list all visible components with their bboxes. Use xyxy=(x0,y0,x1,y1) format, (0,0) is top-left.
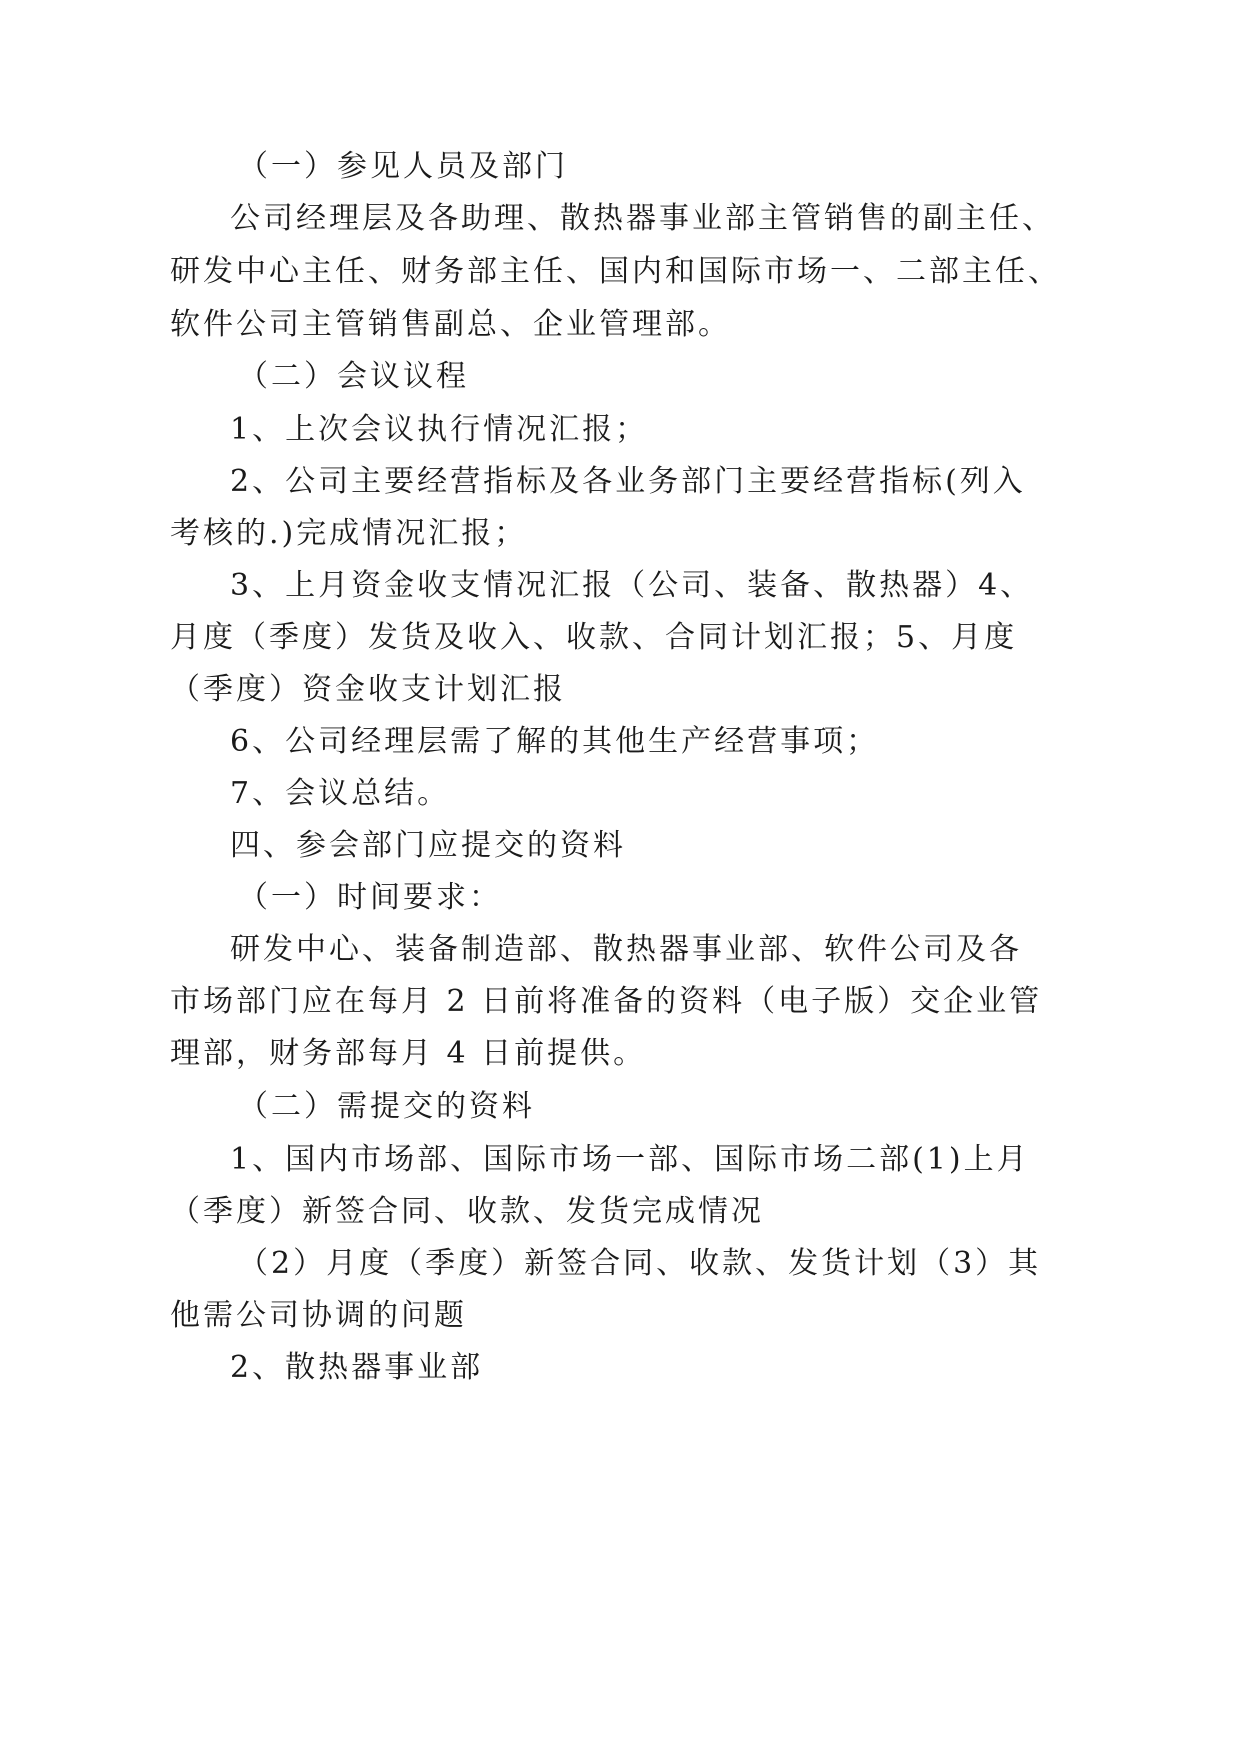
material-item-continued: （季度）新签合同、收款、发货完成情况 xyxy=(170,1194,764,1229)
heading-attendees: （一）参见人员及部门 xyxy=(238,149,568,184)
heading-agenda: （二）会议议程 xyxy=(238,359,469,394)
agenda-item-continued: （季度）资金收支计划汇报 xyxy=(170,672,566,707)
agenda-item-continued: 考核的.)完成情况汇报； xyxy=(170,516,528,551)
heading-time-requirement: （一）时间要求： xyxy=(238,880,502,915)
paragraph-line: 市场部门应在每月 2 日前将准备的资料（电子版）交企业管 xyxy=(170,984,1043,1019)
material-item: 1、国内市场部、国际市场一部、国际市场二部(1)上月 xyxy=(230,1142,1030,1177)
agenda-item: 1、上次会议执行情况汇报； xyxy=(230,412,649,447)
material-item: 2、散热器事业部 xyxy=(230,1350,484,1385)
paragraph-line: 研发中心、装备制造部、散热器事业部、软件公司及各 xyxy=(230,932,1022,967)
agenda-item: 6、公司经理层需了解的其他生产经营事项； xyxy=(230,724,880,759)
paragraph-line: 软件公司主管销售副总、企业管理部。 xyxy=(170,307,731,342)
agenda-item-continued: 月度（季度）发货及收入、收款、合同计划汇报；5、月度 xyxy=(170,620,1018,655)
agenda-item: 3、上月资金收支情况汇报（公司、装备、散热器）4、 xyxy=(230,568,1034,603)
material-item-continued: 他需公司协调的问题 xyxy=(170,1298,467,1333)
material-item: （2）月度（季度）新签合同、收款、发货计划（3）其 xyxy=(238,1246,1042,1281)
section-heading-materials: 四、参会部门应提交的资料 xyxy=(230,828,626,863)
heading-required-materials: （二）需提交的资料 xyxy=(238,1089,535,1124)
agenda-item: 7、会议总结。 xyxy=(230,776,451,811)
agenda-item: 2、公司主要经营指标及各业务部门主要经营指标(列入 xyxy=(230,464,1026,499)
paragraph-line: 理部，财务部每月 4 日前提供。 xyxy=(170,1036,647,1071)
paragraph-line: 公司经理层及各助理、散热器事业部主管销售的副主任、 xyxy=(230,201,1055,236)
paragraph-line: 研发中心主任、财务部主任、国内和国际市场一、二部主任、 xyxy=(170,254,1061,289)
